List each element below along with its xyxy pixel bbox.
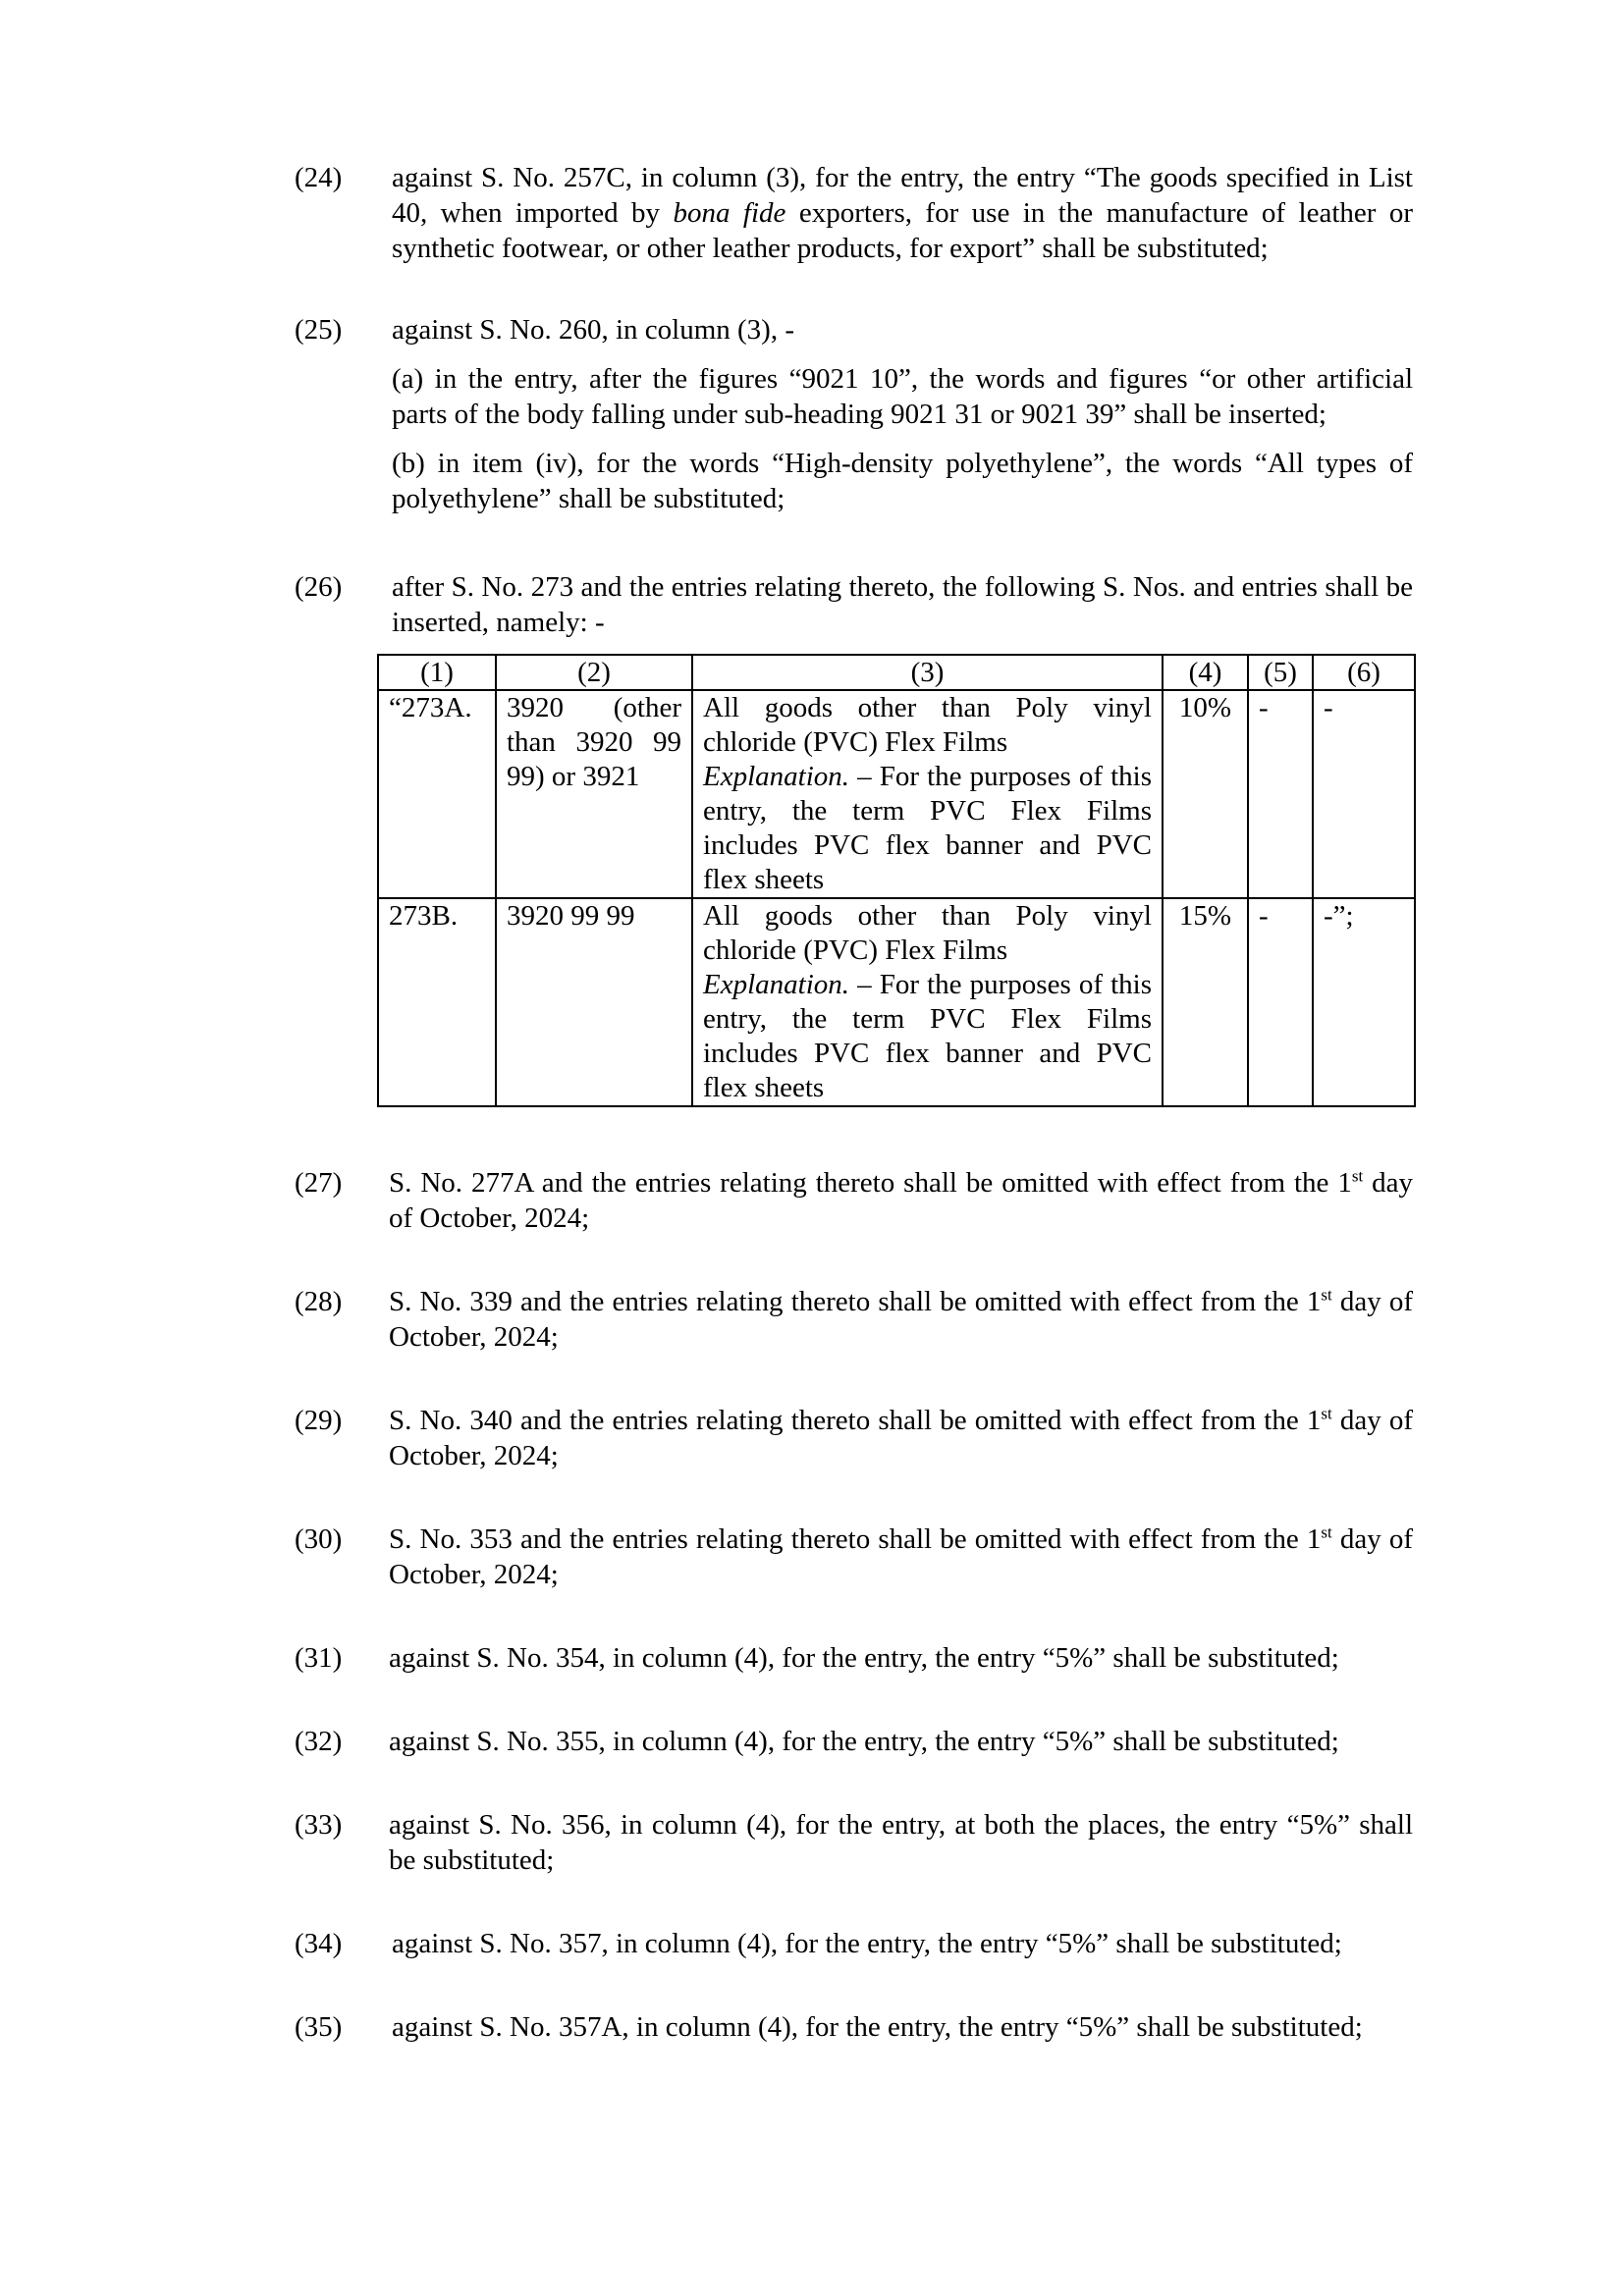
tariff-heading-cell: 3920 (other than 3920 99 99) or 3921 [496, 690, 692, 898]
description-cell: All goods other than Poly vinyl chloride (PVC) Flex Films Explanation. – For the purposes of this entry, the term PVC Flex Films includes PVC flex banner and PVC flex sheets [692, 690, 1163, 898]
column-header: (4) [1163, 655, 1248, 690]
column-header: (1) [378, 655, 496, 690]
clause-number: (31) [295, 1642, 343, 1674]
clause-text: against S. No. 260, in column (3), - (a) in the entry, after the figures “9021 10”, the words and figures “or other artificial parts of the body falling under sub-heading 9021 31 or 9021 39” shall be inserted; (b) in item (iv), for the words “High-density polyethylene”, the words “All types of polyethylene” shall be substituted; [392, 314, 1413, 514]
table-row [378, 898, 1415, 1106]
clause-text: against S. No. 356, in column (4), for the entry, at both the places, the entry “5%” shall be substituted; [389, 1809, 1413, 1876]
clause-text: S. No. 340 and the entries relating thereto shall be omitted with effect from the 1st day of October, 2024; [389, 1404, 1414, 1471]
table-header-row [378, 655, 1415, 690]
clause-text: S. No. 339 and the entries relating thereto shall be omitted with effect from the 1st day of October, 2024; [389, 1285, 1414, 1353]
table-row [378, 690, 1415, 898]
clause-text: against S. No. 355, in column (4), for the entry, the entry “5%” shall be substituted; [389, 1726, 1339, 1757]
clause-number: (34) [295, 1928, 343, 1959]
clause-text: after S. No. 273 and the entries relating thereto, the following S. Nos. and entries shall be inserted, namely: - [392, 571, 1413, 638]
clause-text: against S. No. 357A, in column (4), for the entry, the entry “5%” shall be substituted; [392, 2011, 1363, 2043]
clause-text: against S. No. 257C, in column (3), for the entry, the entry “The goods specified in List 40, when imported by bona fide exporters, for use in the manufacture of leather or synthetic footwear, or other leather products, for export” shall be substituted; [392, 162, 1413, 264]
rate-cell: 15% [1163, 898, 1248, 1106]
column-header: (2) [496, 655, 692, 690]
sub-clause-b: (b) in item (iv), for the words “High-density polyethylene”, the words “All types of polyethylene” shall be substituted; [392, 448, 1413, 514]
serial-number-cell: “273A. [378, 690, 496, 898]
clause-text: against S. No. 354, in column (4), for the entry, the entry “5%” shall be substituted; [389, 1642, 1339, 1674]
clause-text: against S. No. 357, in column (4), for the entry, the entry “5%” shall be substituted; [392, 1928, 1342, 1959]
column-5-cell: - [1248, 898, 1313, 1106]
clause-number: (26) [295, 571, 343, 603]
description-cell: All goods other than Poly vinyl chloride (PVC) Flex Films Explanation. – For the purposes of this entry, the term PVC Flex Films includes PVC flex banner and PVC flex sheets [692, 898, 1163, 1106]
column-5-cell: - [1248, 690, 1313, 898]
rate-cell: 10% [1163, 690, 1248, 898]
clause-number: (35) [295, 2011, 343, 2043]
column-header: (3) [692, 655, 1163, 690]
clause-number: (30) [295, 1523, 343, 1555]
schedule-table [377, 654, 1416, 1107]
clause-text: S. No. 277A and the entries relating thereto shall be omitted with effect from the 1st day of October, 2024; [389, 1166, 1414, 1234]
sub-clause-a: (a) in the entry, after the figures “9021 10”, the words and figures “or other artificial parts of the body falling under sub-heading 9021 31 or 9021 39” shall be inserted; [392, 363, 1413, 430]
column-6-cell: -”; [1313, 898, 1415, 1106]
column-header: (5) [1248, 655, 1313, 690]
clause-number: (32) [295, 1726, 343, 1757]
clause-number: (25) [295, 314, 343, 346]
clause-number: (27) [295, 1167, 343, 1199]
serial-number-cell: 273B. [378, 898, 496, 1106]
clause-number: (33) [295, 1809, 343, 1841]
column-6-cell: - [1313, 690, 1415, 898]
tariff-heading-cell: 3920 99 99 [496, 898, 692, 1106]
clause-number: (29) [295, 1405, 343, 1436]
column-header: (6) [1313, 655, 1415, 690]
clause-number: (28) [295, 1286, 343, 1317]
clause-number: (24) [295, 162, 343, 193]
clause-text: S. No. 353 and the entries relating thereto shall be omitted with effect from the 1st day of October, 2024; [389, 1522, 1414, 1590]
